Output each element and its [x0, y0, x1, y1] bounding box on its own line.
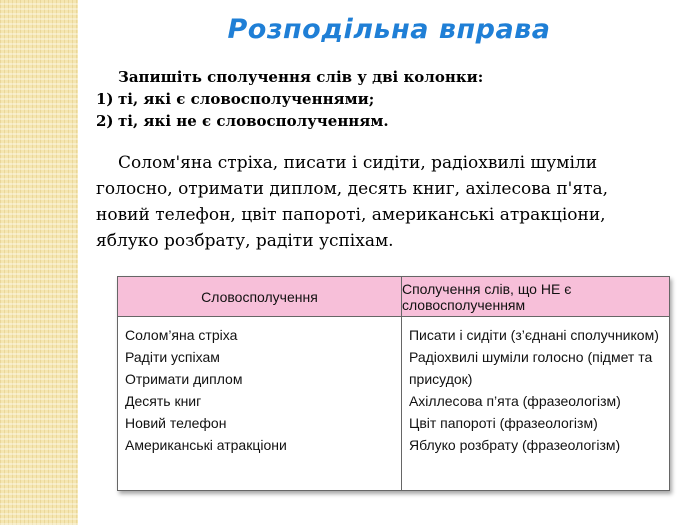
list-item: Солом’яна стріха [125, 327, 238, 343]
word-combinations-paragraph: Солом'яна стріха, писати і сидіти, радіохвилі шуміли голосно, отримати диплом, десять книг, ахілесова п'ята, новий телефон, цвіт папороті, американські атракціони, яблуко розбрату, радіти успіхам. [96, 153, 609, 251]
task-item-number: 1) [96, 90, 114, 108]
list-item: Ахіллесова п’ята (фразеологізм) [408, 393, 621, 409]
task-item [96, 88, 656, 110]
list-item: Американські атракціони [125, 437, 287, 453]
list-item: Десять книг [125, 393, 202, 409]
non-phrases-list [409, 324, 663, 456]
task-item-text: ті, які не є словосполученням. [118, 112, 389, 130]
slide-title: Розподільна вправа [227, 14, 551, 45]
list-item: Отримати диплом [125, 371, 243, 387]
phrases-column [118, 317, 402, 490]
non-phrases-column [402, 317, 669, 490]
list-item: Яблуко розбрату (фразеологізм) [408, 437, 621, 453]
decorative-side-strip [0, 0, 78, 525]
task-item-text: ті, які є словосполученнями; [118, 90, 375, 108]
task-item-number: 2) [96, 112, 114, 130]
task-instructions [96, 66, 656, 132]
list-item: Цвіт папороті (фразеологізм) [408, 415, 598, 431]
header-phrases: Словосполучення [118, 277, 402, 316]
phrases-list [125, 324, 395, 456]
list-item: Писати і сидіти (з’єднані сполучником) [408, 327, 659, 343]
task-item [96, 110, 656, 132]
table-body [118, 317, 669, 490]
list-item: Новий телефон [125, 415, 227, 431]
task-intro: Запишіть сполучення слів у дві колонки: [118, 68, 484, 86]
table-header-row [118, 277, 669, 317]
list-item: Радіохвилі шуміли голосно (підмет та присудок) [408, 349, 653, 387]
answer-table [117, 276, 670, 491]
list-item: Радіти успіхам [125, 349, 220, 365]
header-non-phrases: Сполучення слів, що НЕ є словосполученням [401, 280, 572, 313]
